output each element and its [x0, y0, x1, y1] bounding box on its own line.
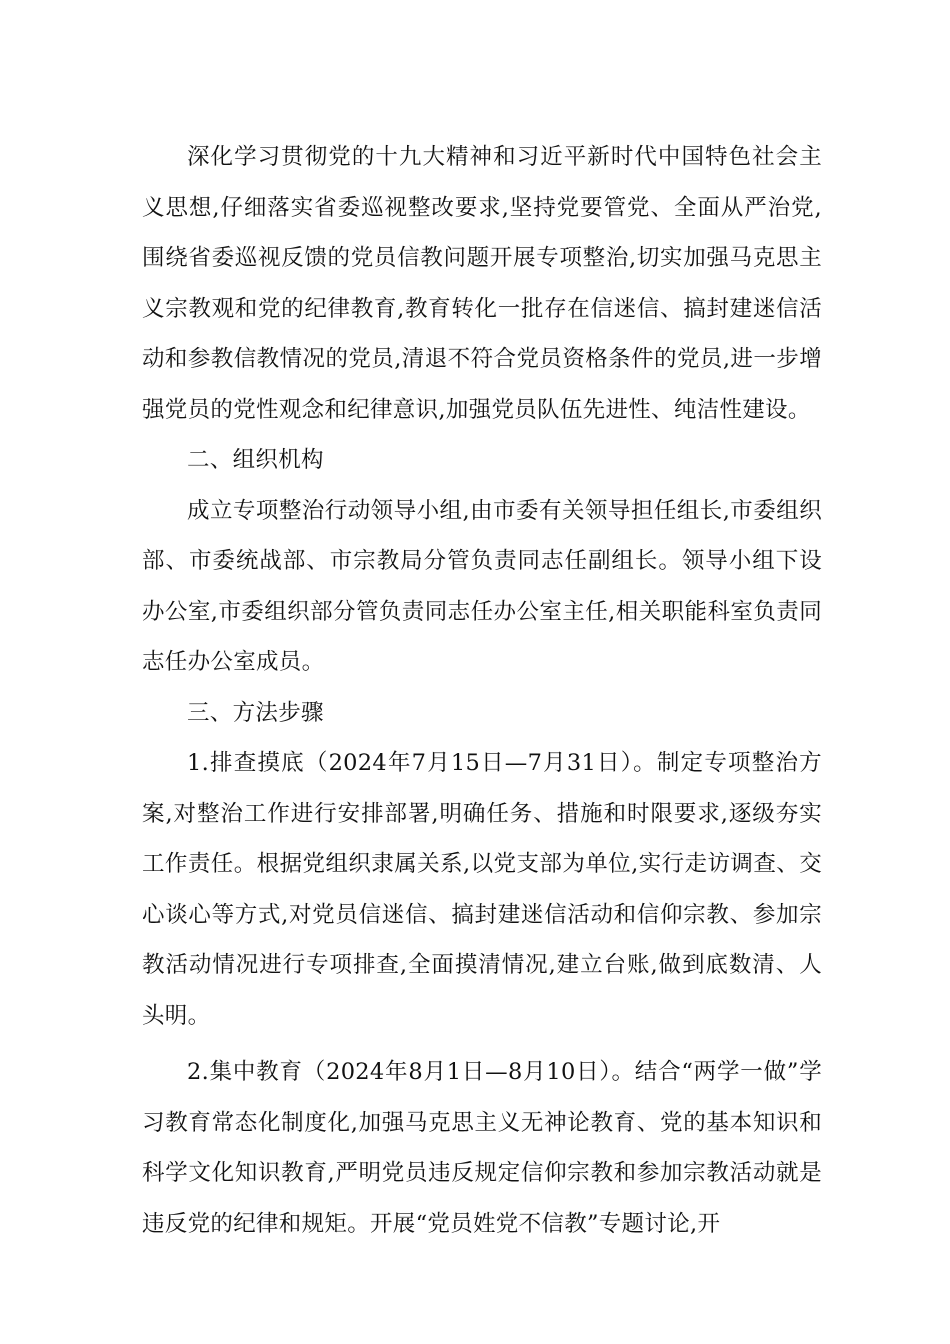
section-heading-organization: 二、组织机构 [187, 447, 324, 473]
section-heading-methods: 三、方法步骤 [187, 699, 324, 726]
document-body [142, 132, 822, 1249]
paragraph-step-2: 2.集中教育（2024年8月1日—8月10日）。结合“两学一做”学习教育常态化制度化,加强马克思主义无神论教育、党的基本知识和科学文化知识教育,严明党员违反规定信仰宗教和参加宗教活动就是违反党的纪律和规矩。开展“党员姓党不信教”专题讨论,开 [142, 1059, 822, 1237]
paragraph-organization: 成立专项整治行动领导小组,由市委有关领导担任组长,市委组织部、市委统战部、市宗教局分管负责同志任副组长。领导小组下设办公室,市委组织部分管负责同志任办公室主任,相关职能科室负责同志任办公室成员。 [142, 497, 822, 675]
paragraph-step-1: 1.排查摸底（2024年7月15日—7月31日）。制定专项整治方案,对整治工作进行安排部署,明确任务、措施和时限要求,逐级夯实工作责任。根据党组织隶属关系,以党支部为单位,实行走访调查、交心谈心等方式,对党员信迷信、搞封建迷信活动和信仰宗教、参加宗教活动情况进行专项排查,全面摸清情况,建立台账,做到底数清、人头明。 [142, 750, 822, 1029]
paragraph-intro: 深化学习贯彻党的十九大精神和习近平新时代中国特色社会主义思想,仔细落实省委巡视整改要求,坚持党要管党、全面从严治党,围绕省委巡视反馈的党员信教问题开展专项整治,切实加强马克思主义宗教观和党的纪律教育,教育转化一批存在信迷信、搞封建迷信活动和参教信教情况的党员,清退不符合党员资格条件的党员,进一步增强党员的党性观念和纪律意识,加强党员队伍先进性、纯洁性建设。 [142, 144, 822, 423]
